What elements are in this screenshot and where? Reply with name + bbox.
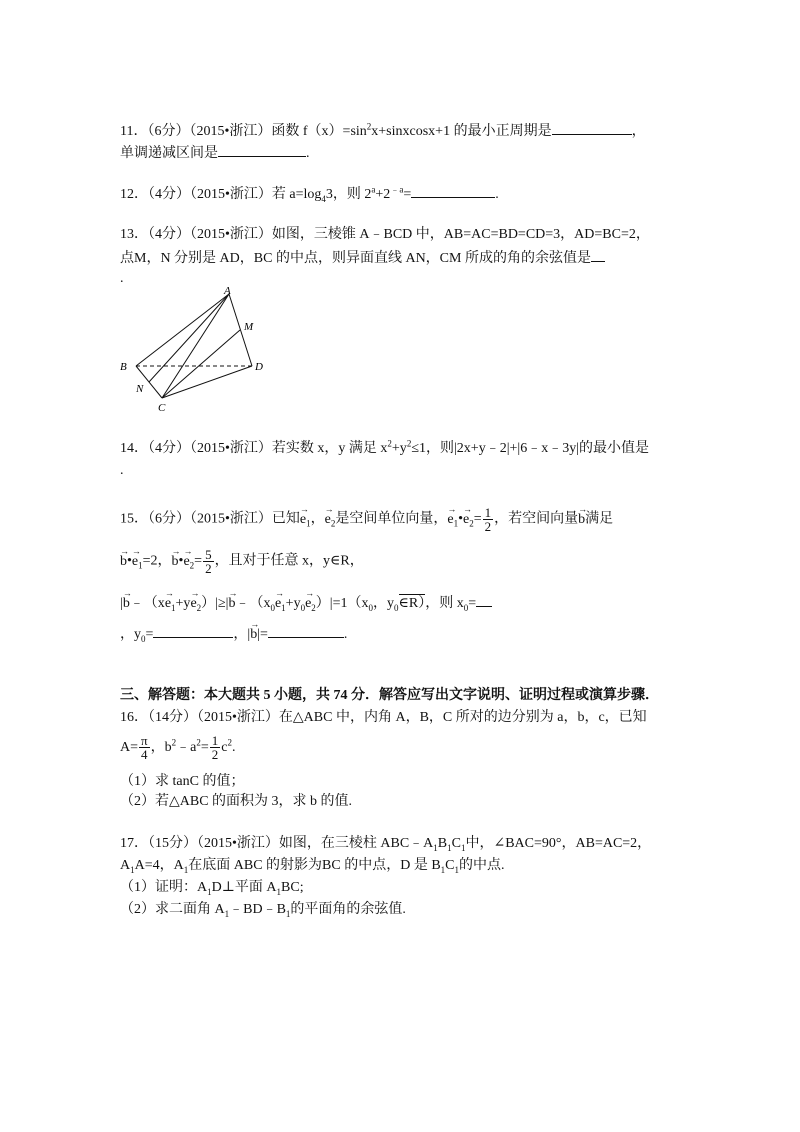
- vector-b: → b: [228, 592, 235, 616]
- edge-ac: [162, 294, 229, 398]
- edge-ab: [136, 294, 229, 366]
- label-b: B: [120, 361, 127, 373]
- q13-line1: 13．（4分）（2015•浙江）如图，三棱锥 A﹣BCD 中，AB=AC=BD=CD=3，AD=BC=2，: [120, 227, 650, 242]
- vector-e2: → e: [190, 592, 196, 616]
- vector-e1: → e: [165, 592, 171, 616]
- answer-blank[interactable]: [591, 247, 605, 262]
- q16-sub1: （1）求 tanC 的值；: [120, 774, 245, 789]
- answer-blank[interactable]: [268, 623, 344, 638]
- vector-e2: → e: [325, 507, 331, 533]
- q15-line2: → b•→ $e_1=2$，→ b•→ $e_2=$ $\frac{5}{2}$ ，且对于任意 x，y∈R，: [120, 548, 690, 575]
- vector-e2: → e: [463, 507, 469, 533]
- fraction-pi-over-four: $\frac{\pi}{4}$: [141, 733, 148, 763]
- q17-sub1: （1）证明：$A_1D\perp$平面 $A_1BC$;: [120, 880, 304, 897]
- label-a: A: [224, 286, 231, 297]
- vector-b: → b: [120, 549, 127, 575]
- vector-b: → b: [123, 592, 130, 616]
- segment-cm: [162, 330, 240, 398]
- answer-blank[interactable]: [153, 623, 233, 638]
- section-heading: 三、解答题：本大题共 5 小题，共 74 分．解答应写出文字说明、证明过程或演算步骤．: [120, 688, 659, 703]
- vector-b: → b: [172, 549, 179, 575]
- fraction-one-half: $\frac{1}{2}$: [211, 733, 219, 763]
- q15-line3: |→ b﹣（x→ $e_1+y\to e_2)|\ge|\to$ $b﹣(x_0\to e_1+y_0\to e_2)|=1(x_0$，$y_0\in R$），则 $x_0=$: [120, 592, 690, 616]
- q13-line2: 点M，N 分别是 AD，BC 的中点，则异面直线 AN，CM 所成的角的余弦值是: [120, 247, 690, 269]
- label-c: C: [158, 402, 166, 414]
- vector-b: → b: [250, 623, 257, 647]
- vector-e1: → e: [447, 507, 453, 533]
- q17-line2: $A_1A=4$，$A_1$在底面 ABC 的射影为BC 的中点，D 是 $B_1C_1$的中点.: [120, 858, 505, 875]
- answer-blank[interactable]: [476, 592, 492, 607]
- q16-line2: A= $\frac{\pi}{4}$ ，$b^2﹣a^2=$ $\frac{1}{2}$ $c^2$.: [120, 733, 236, 763]
- fraction-five-halves: $\frac{5}{2}$: [205, 547, 212, 576]
- fraction-one-half: $\frac{1}{2}$: [484, 505, 492, 534]
- edge-cd: [162, 366, 252, 398]
- q17-line1: 17．（15分）（2015•浙江）如图，在三棱柱 $ABC﹣A_1B_1C_1$中，∠BAC=90°，AB=AC=2，: [120, 836, 652, 853]
- q17-sub2: （2）求二面角 $A_1﹣BD﹣B_1$的平面角的余弦值.: [120, 902, 406, 919]
- tetrahedron-figure: [116, 286, 266, 416]
- q16-sub2: （2）若△ABC 的面积为 3，求 b 的值.: [120, 794, 353, 809]
- label-m: M: [244, 321, 254, 333]
- answer-blank[interactable]: [411, 183, 495, 198]
- q12-line: 12．（4分）（2015•浙江）若 $a=\log_43$，则 $2^a+2^{﹣a}=$ .: [120, 184, 499, 204]
- vector-e1: → e: [132, 549, 138, 575]
- label-n: N: [136, 383, 144, 395]
- vector-e1: → e: [275, 592, 281, 616]
- vector-e1: → e: [300, 507, 306, 533]
- q16-line1: 16．（14分）（2015•浙江）在△ABC 中，内角 A，B，C 所对的边分别为 a，b，c，已知: [120, 710, 647, 725]
- q15-line1: 15．（6分）（2015•浙江）已知→ $e_1$，→ $e_2$是空间单位向量，→ $e_1•\to e_2=$ $\frac{1}{2}$ ，若空间向量→ b满足: [120, 506, 690, 533]
- answer-blank[interactable]: [552, 120, 632, 135]
- segment-an: [149, 294, 229, 382]
- q11-line2: 单调递减区间是 .: [120, 142, 690, 164]
- q14-line2: .: [120, 463, 124, 478]
- label-d: D: [255, 361, 263, 373]
- vector-e2: → e: [305, 592, 311, 616]
- q14-line1: 14．（4分）（2015•浙江）若实数 x，y 满足 $x^2+y^2\le 1$，则|2x+y﹣2|+|6﹣x﹣3y|的最小值是: [120, 438, 649, 456]
- q11-line1: 11．（6分）（2015•浙江）函数 $f(x)=\sin^2x+sinxcosx+1$ 的最小正周期是 ，: [120, 121, 646, 139]
- q13-line3: .: [120, 271, 124, 286]
- vector-e2: → e: [183, 549, 189, 575]
- vector-b: → b: [578, 507, 585, 533]
- q15-line4: ，$y_0=$ ，|→ b|= .: [120, 623, 690, 647]
- answer-blank[interactable]: [218, 142, 306, 157]
